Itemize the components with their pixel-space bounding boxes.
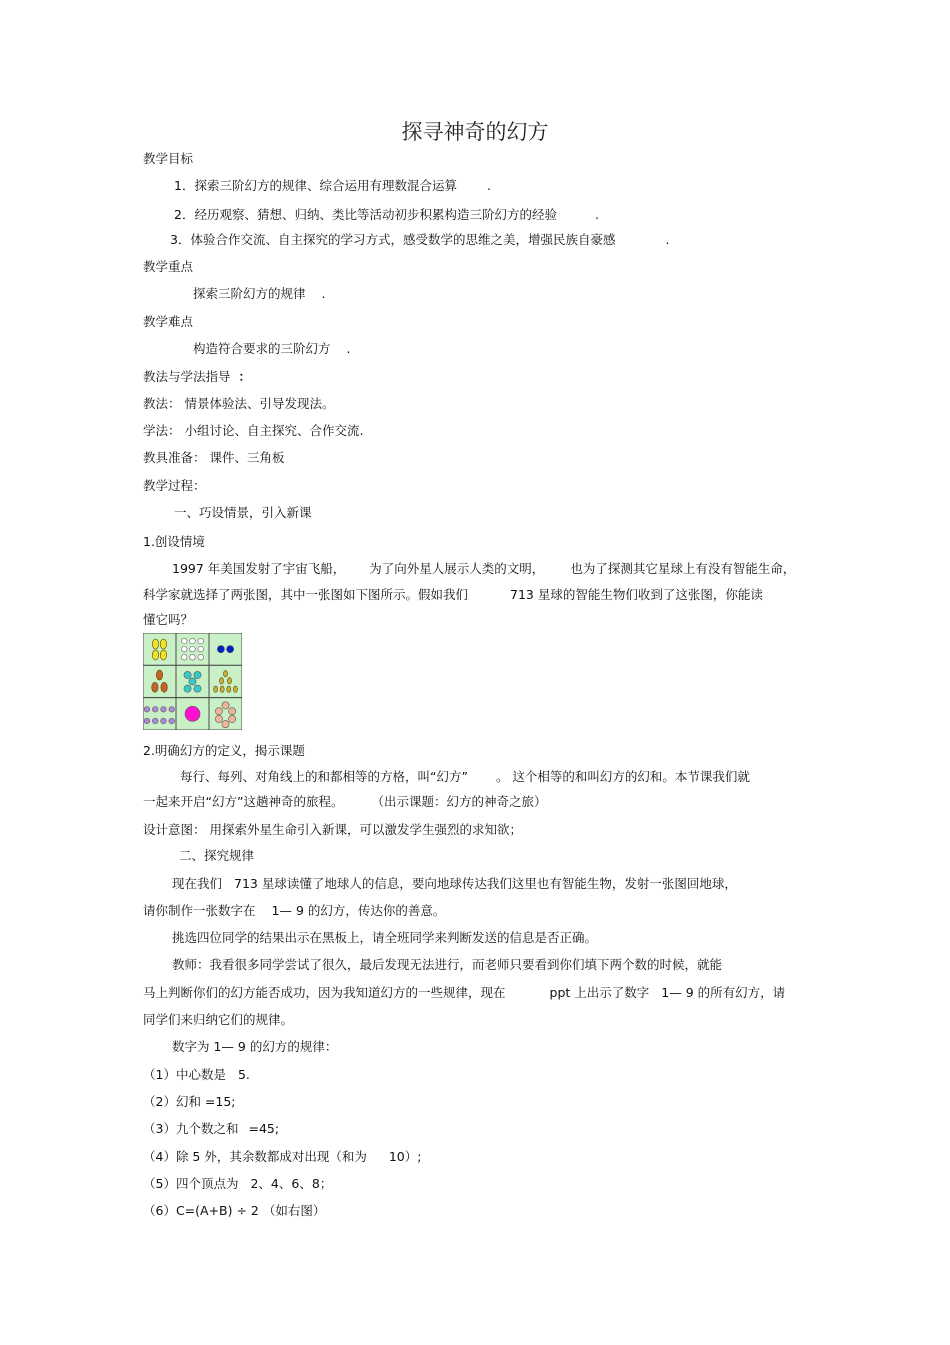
figure-dot: [161, 718, 167, 724]
para1-l1c: 也为了探测其它星球上有没有智能生命，: [570, 561, 796, 576]
rule-5-a: （5）四个顶点为: [143, 1176, 239, 1191]
rule-2: [143, 1094, 236, 1110]
para3-l1b: 713 星球读懂了地球人的信息，要向地球传达我们这里也有智能生物，发射一张图回地球，: [234, 876, 737, 891]
figure-dot: [198, 646, 204, 652]
rule-4-a: （4）除 5 外，其余数都成对出现（和为: [143, 1149, 367, 1164]
difficulty-text: [193, 341, 351, 357]
figure-dot: [227, 646, 234, 653]
figure-dot: [227, 678, 231, 684]
figure-dot: [160, 639, 166, 649]
magic-square-dots-grid: [143, 633, 242, 730]
tools: 教具准备： 课件、三角板: [143, 450, 285, 465]
rule-4-b: 10）;: [388, 1149, 422, 1164]
figure-dot: [222, 721, 229, 728]
goal-2-text: 2．经历观察、猜想、归纳、类比等活动初步积累构造三阶幻方的经验: [174, 207, 557, 222]
para5-l2c: 1— 9 的所有幻方，请: [661, 985, 786, 1000]
key-text-end: .: [321, 286, 326, 301]
document-title: 探寻神奇的幻方: [401, 120, 549, 144]
section-1-heading: 一、巧设情景，引入新课: [174, 505, 312, 520]
figure-dot: [190, 638, 196, 644]
figure-dot: [144, 707, 150, 713]
figure-dot: [185, 706, 200, 721]
figure-dot: [181, 654, 187, 660]
figure-dot: [233, 686, 237, 692]
para1-l2b: 713 星球的智能生物们收到了这张图，你能读: [510, 587, 763, 602]
figure-cell: [209, 665, 242, 697]
key-text: [193, 286, 326, 302]
figure-dot: [169, 718, 175, 724]
figure-dot: [184, 671, 191, 678]
rule-3-b: =45;: [248, 1121, 280, 1136]
figure-cell: [209, 633, 242, 665]
figure-dot: [194, 671, 201, 678]
goal-1-text: 1．探索三阶幻方的规律、综合运用有理数混合运算: [174, 178, 457, 193]
figure-dot: [144, 718, 150, 724]
figure-dot: [214, 686, 218, 692]
para5-line3: 同学们来归纳它们的规律。: [143, 1012, 294, 1027]
para5-line2: [143, 985, 785, 1001]
magic-square-figure: [143, 633, 242, 730]
para4: 挑选四位同学的结果出示在黑板上，请全班同学来判断发送的信息是否正确。: [172, 930, 598, 945]
method-heading-colon: ：: [238, 369, 252, 384]
section-2-heading: 二、探究规律: [179, 848, 255, 863]
goal-2-end: .: [594, 207, 599, 222]
method-heading-text: 教法与学法指导: [143, 369, 231, 384]
para3-line1: [172, 876, 737, 892]
para2-line2: [143, 794, 546, 810]
figure-dot: [152, 707, 158, 713]
difficulty-text-body: 构造符合要求的三阶幻方: [193, 341, 331, 356]
rule-3-a: （3）九个数之和: [143, 1121, 239, 1136]
figure-dot: [194, 685, 201, 692]
para1-l1b: 为了向外星人展示人类的文明，: [369, 561, 545, 576]
figure-dot: [220, 678, 224, 684]
figure-cell: [143, 698, 176, 730]
para2-l1a: 每行、每列、对角线上的和都相等的方格，叫“幻方”: [180, 769, 468, 784]
figure-dot: [215, 708, 222, 715]
key-heading: 教学重点: [143, 259, 194, 274]
para5-l2a: 马上判断你们的幻方能否成功，因为我知道幻方的一些规律，现在: [143, 985, 506, 1000]
figure-dot: [152, 650, 158, 660]
figure-dot: [181, 638, 187, 644]
para3-l2a: 请你制作一张数字在: [143, 903, 256, 918]
figure-dot: [160, 650, 166, 660]
para1-line2: [143, 587, 763, 603]
goal-1: [174, 178, 491, 194]
para3-l2b: 1— 9 的幻方，传达你的善意。: [271, 903, 446, 918]
rule-6: [143, 1203, 325, 1219]
rule-1: [143, 1067, 250, 1083]
rule-5-b: 2、4、6、8；: [250, 1176, 333, 1191]
figure-dot: [198, 654, 204, 660]
figure-dot: [190, 646, 196, 652]
figure-dot: [190, 654, 196, 660]
goal-1-end: .: [486, 178, 491, 193]
para5-line1: 教师：我看很多同学尝试了很久，最后发现无法进行，而老师只要看到你们填下两个数的时候，就能: [172, 957, 723, 972]
goal-3: [170, 232, 669, 248]
figure-dot: [152, 639, 158, 649]
para2-l2b: （出示课题：幻方的神奇之旅）: [371, 794, 547, 809]
method-heading: [143, 369, 251, 385]
rule-2-a: （2）幻和 =15;: [143, 1094, 236, 1109]
para2-l2a: 一起来开启“幻方”这趟神奇的旅程。: [143, 794, 344, 809]
rules-heading: 数字为 1— 9 的幻方的规律：: [172, 1039, 338, 1054]
para1-l2a: 科学家就选择了两张图，其中一张图如下图所示。假如我们: [143, 587, 469, 602]
para2-l1b: 。 这个相等的和叫幻方的幻和。本节课我们就: [495, 769, 750, 784]
teaching-method: 教法： 情景体验法、引导发现法。: [143, 396, 335, 411]
figure-dot: [156, 670, 162, 680]
subsection-1-2: 2.明确幻方的定义，揭示课题: [143, 743, 305, 758]
figure-dot: [161, 682, 167, 692]
goal-2: [174, 207, 599, 223]
figure-dot: [229, 708, 236, 715]
figure-dot: [189, 678, 196, 685]
key-text-body: 探索三阶幻方的规律: [193, 286, 306, 301]
subsection-1-1: 1.创设情境: [143, 534, 205, 549]
design-intent: 设计意图： 用探索外星生命引入新课，可以激发学生强烈的求知欲；: [143, 822, 522, 837]
figure-dot: [152, 718, 158, 724]
process-heading: 教学过程：: [143, 478, 206, 493]
figure-dot: [169, 707, 175, 713]
figure-dot: [161, 707, 167, 713]
difficulty-text-end: .: [346, 341, 351, 356]
figure-dot: [215, 715, 222, 722]
figure-dot: [229, 715, 236, 722]
figure-dot: [181, 646, 187, 652]
figure-dot: [227, 686, 231, 692]
figure-dot: [222, 702, 229, 709]
para5-l2b: ppt 上出示了数字: [549, 985, 650, 1000]
rule-1-a: （1）中心数是: [143, 1067, 226, 1082]
figure-dot: [198, 638, 204, 644]
rule-5: [143, 1176, 332, 1192]
goal-3-text: 3．体验合作交流、自主探究的学习方式，感受数学的思维之美，增强民族自豪感: [170, 232, 616, 247]
rule-4: [143, 1149, 421, 1165]
figure-dot: [224, 671, 228, 677]
rule-1-b: 5.: [237, 1067, 250, 1082]
para3-l1a: 现在我们: [172, 876, 223, 891]
figure-dot: [152, 682, 158, 692]
para2-line1: [180, 769, 750, 785]
figure-dot: [217, 646, 224, 653]
rule-6-a: （6）C=(A+B) ÷ 2 （如右图）: [143, 1203, 326, 1218]
para1-line3: 懂它吗？: [143, 612, 194, 627]
goal-3-end: .: [665, 232, 670, 247]
learning-method: 学法： 小组讨论、自主探究、合作交流.: [143, 423, 364, 438]
figure-cell: [143, 633, 176, 665]
difficulty-heading: 教学难点: [143, 314, 194, 329]
para1-line1: [172, 561, 795, 577]
figure-dot: [220, 686, 224, 692]
figure-dot: [184, 685, 191, 692]
para3-line2: [143, 903, 445, 919]
para1-l1a: 1997 年美国发射了宇宙飞船，: [172, 561, 346, 576]
rule-3: [143, 1121, 279, 1137]
goals-heading: 教学目标: [143, 151, 194, 166]
